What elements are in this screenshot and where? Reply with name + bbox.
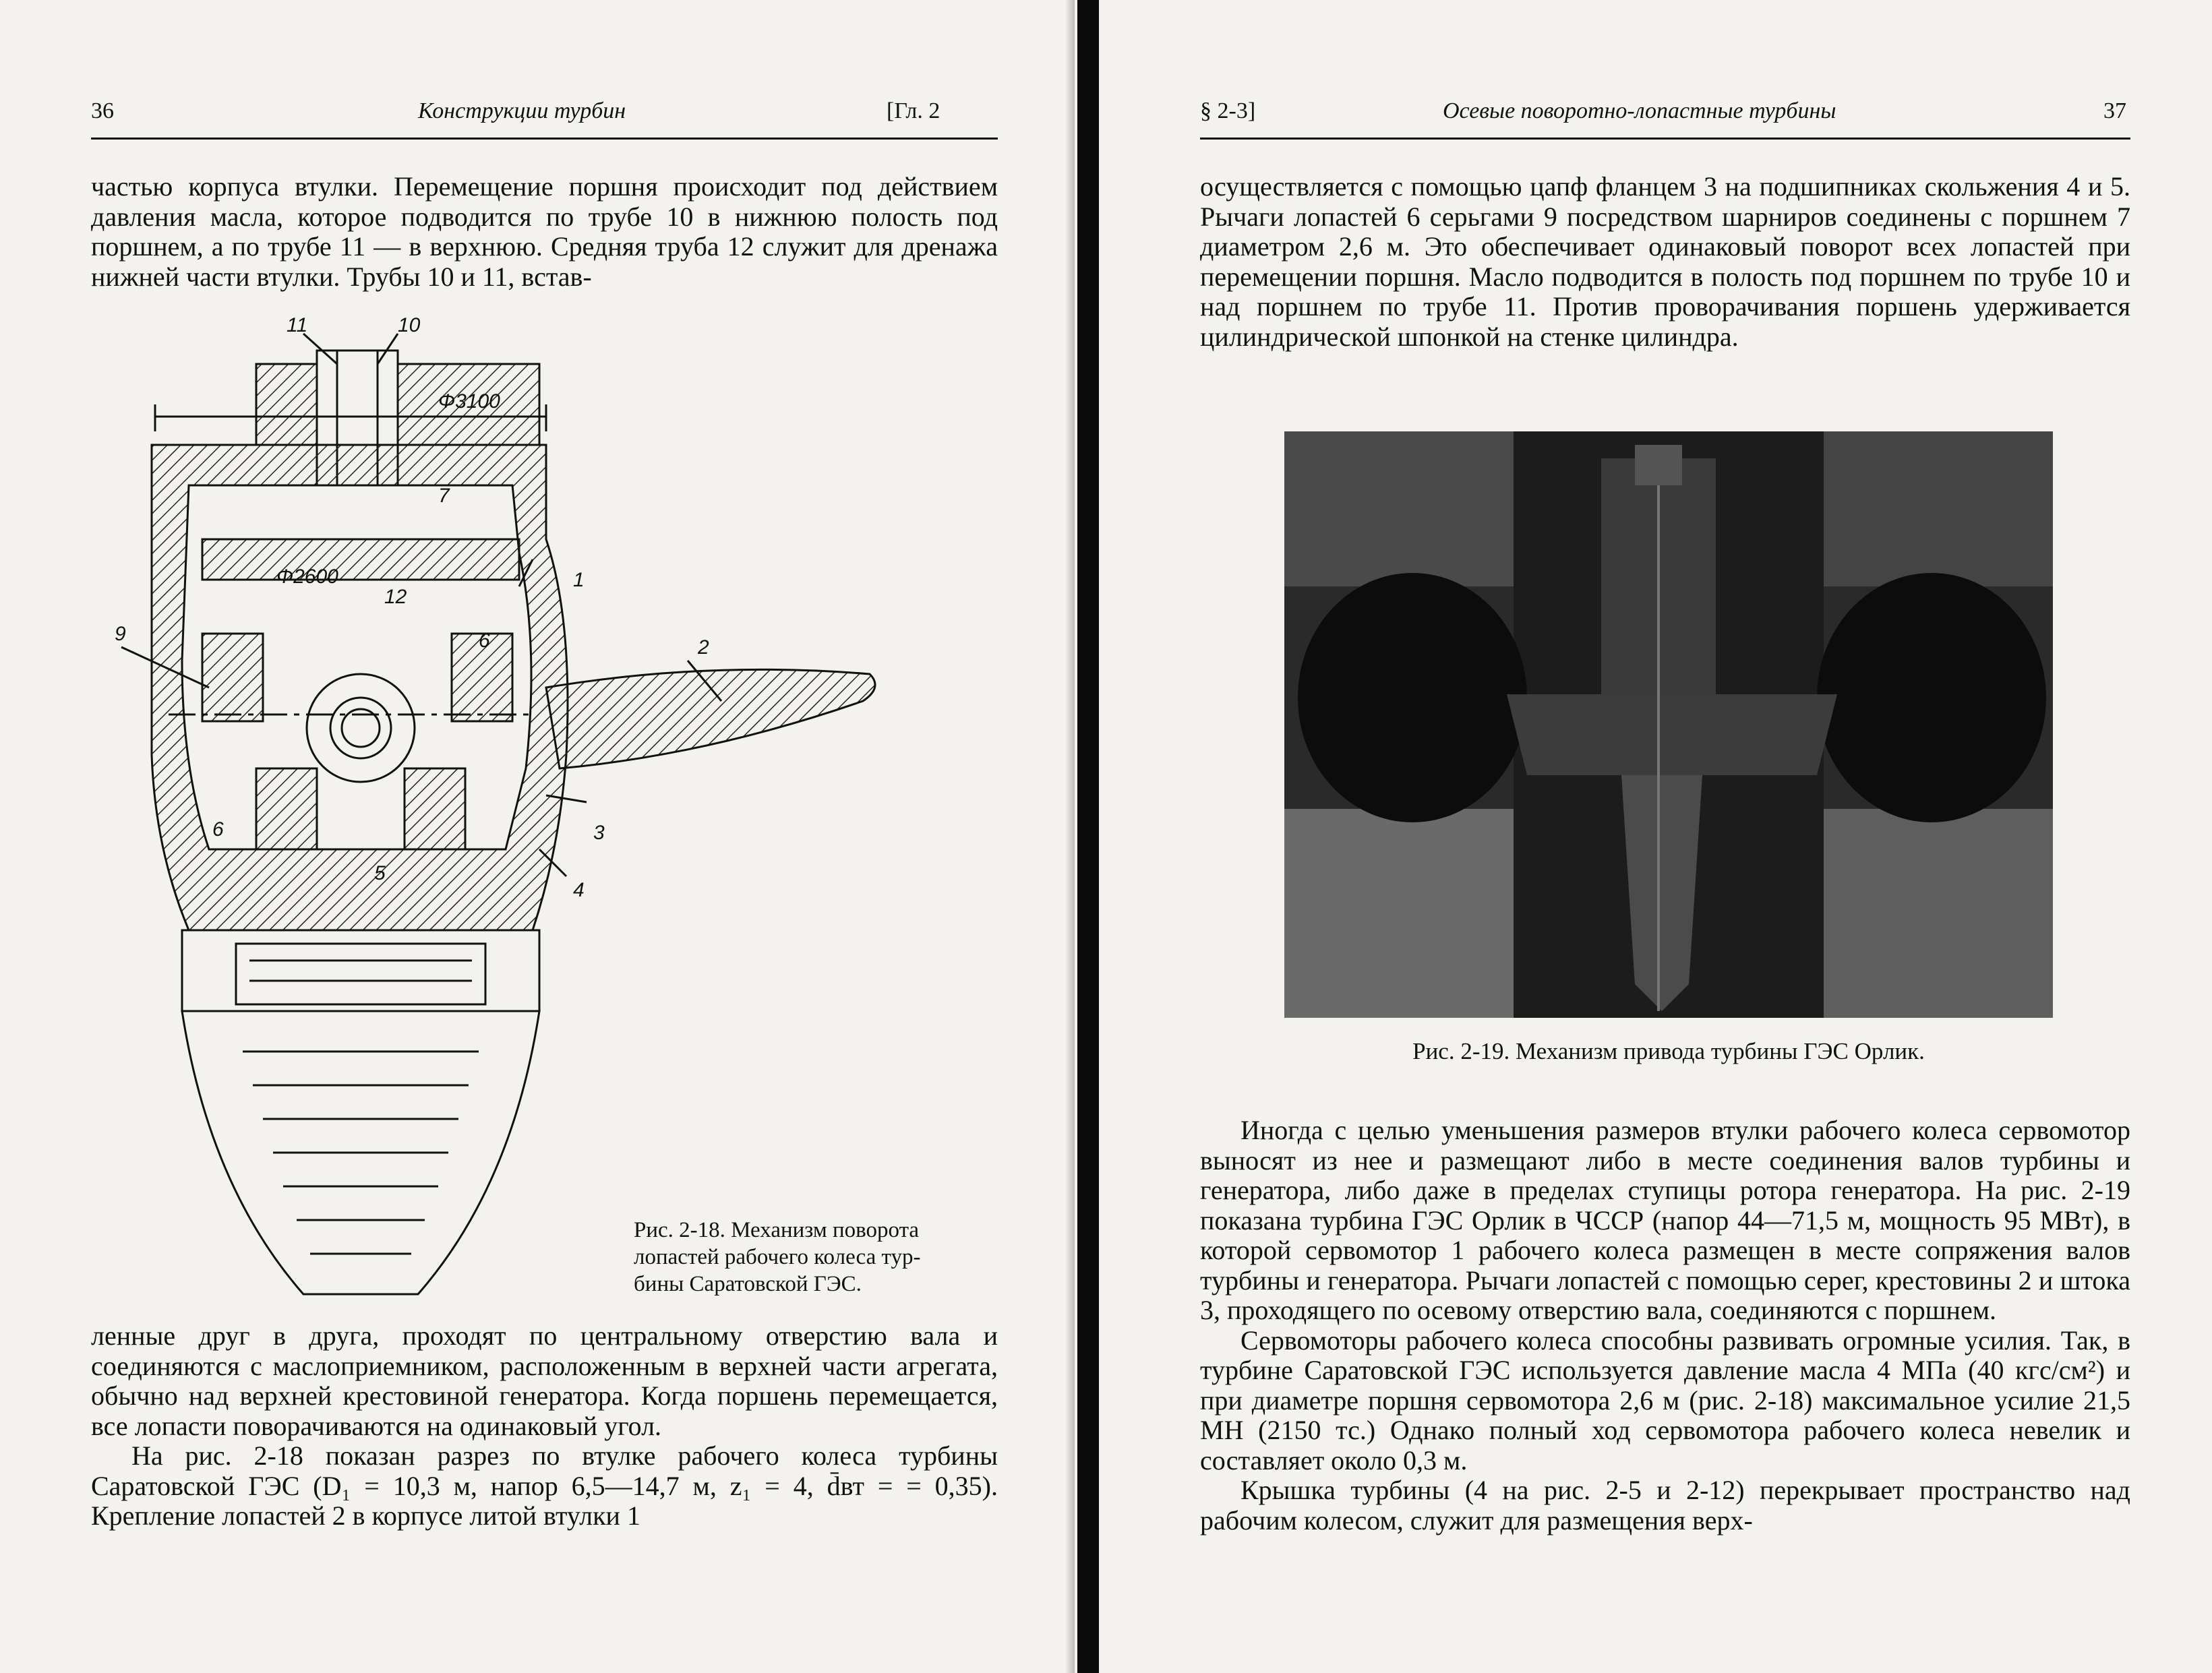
chapter-label: [Гл. 2 <box>887 98 940 123</box>
right-running-header <box>1106 94 2212 135</box>
right-page <box>1106 0 2212 1673</box>
figure-2-19-caption: Рис. 2-19. Механизм привода турбины ГЭС Орлик. <box>1412 1038 1925 1064</box>
left-page <box>0 0 1072 1673</box>
paragraph-top: осуществляется с помощью цапф фланцем 3 на подшипниках скольжения 4 и 5. Рычаги лопастей 6 серьгами 9 посредством шарниров соединены с поршнем 7 диаметром 2,6 м. Это обеспечивает одинаковый поворот всех лопастей при перемещении поршня. Масло подводится в полость под поршнем по трубе 10 и над поршнем по трубе 11. Против проворачивания поршень удерживается цилиндрической шпонкой на стенке цилиндра. <box>1200 171 2130 352</box>
header-rule <box>1200 138 2130 140</box>
figure-2-18-caption <box>634 1217 1011 1298</box>
label-9: 9 <box>115 623 126 645</box>
paragraph-bottom-2: На рис. 2-18 показан разрез по втулке рабочего колеса турбины Саратовской ГЭС (D₁ = 10,3 м, напор 6,5—14,7 м, z₁ = 4, d̄вт = = 0,35). Крепление лопастей 2 в корпусе литой втулки 1 <box>91 1440 998 1531</box>
paragraph-bottom <box>1200 1116 2130 1535</box>
running-title: Осевые поворотно-лопастные турбины <box>1443 98 1836 123</box>
page-number: 36 <box>91 98 114 123</box>
label-5: 5 <box>374 862 386 884</box>
label-2: 2 <box>698 636 709 659</box>
label-6-upper: 6 <box>479 630 490 652</box>
label-3: 3 <box>593 822 605 844</box>
caption-line-3: бины Саратовской ГЭС. <box>634 1272 862 1296</box>
left-running-header <box>0 94 1072 135</box>
paragraph-bottom-1: ленные друг в друга, проходят по центральному отверстию вала и соединяются с маслоприемником, расположенным в верхней части агрегата, обычно над верхней крестовиной генератора. Когда поршень перемещается, все лопасти поворачиваются на одинаковый угол. <box>91 1320 998 1441</box>
figure-2-19-photo <box>1284 431 2053 1018</box>
label-d2600: Φ2600 <box>276 566 338 588</box>
label-7: 7 <box>438 485 450 507</box>
label-d3100: Φ3100 <box>438 390 500 413</box>
paragraph-bottom <box>91 1321 998 1531</box>
paragraph-3: Крышка турбины (4 на рис. 2-5 и 2-12) перекрывает пространство над рабочим колесом, служит для размещения верх- <box>1200 1475 2130 1535</box>
header-rule <box>91 138 998 140</box>
caption-line-1: Рис. 2-18. Механизм поворота <box>634 1218 920 1242</box>
running-title: Конструкции турбин <box>418 98 626 123</box>
label-4: 4 <box>573 879 585 901</box>
label-11: 11 <box>287 314 308 336</box>
paragraph-2: Сервомоторы рабочего колеса способны развивать огромные усилия. Так, в турбине Саратовской ГЭС используется давление масла 4 МПа (40 кгс/см²) и при диаметре поршня сервомотора 2,6 м (рис. 2-18) максимальное усилие 21,5 МН (2150 тс.) Однако полный ход сервомотора рабочего колеса невелик и составляет около 0,3 м. <box>1200 1325 2130 1476</box>
book-gutter <box>1077 0 1099 1673</box>
paragraph-top: частью корпуса втулки. Перемещение поршня происходит под действием давления масла, которое подводится по трубе 10 в нижнюю полость под поршнем, а по трубе 11 — в верхнюю. Средняя труба 12 служит для дренажа нижней части втулки. Трубы 10 и 11, встав- <box>91 171 998 292</box>
label-6-lower: 6 <box>212 818 224 841</box>
label-10: 10 <box>398 314 421 336</box>
caption-line-2: лопастей рабочего колеса тур- <box>634 1245 921 1269</box>
page-number: 37 <box>2103 98 2126 123</box>
label-12: 12 <box>384 586 407 608</box>
paragraph-1: Иногда с целью уменьшения размеров втулки рабочего колеса сервомотор выносят из нее и размещают либо в месте соединения валов турбины и генератора, либо даже в пределах ступицы ротора генератора. На рис. 2-19 показана турбина ГЭС Орлик в ЧССР (напор 44—71,5 м, мощность 95 МВт), в которой сервомотор 1 рабочего колеса размещен в месте сопряжения валов турбины и генератора. Рычаги лопастей с помощью серег, крестовины 2 и штока 3, проходящего по осевому отверстию вала, соединяются с поршнем. <box>1200 1115 2130 1325</box>
section-label: § 2-3] <box>1200 98 1256 123</box>
figure-2-18-drawing <box>101 314 1018 1308</box>
label-1: 1 <box>573 569 585 591</box>
